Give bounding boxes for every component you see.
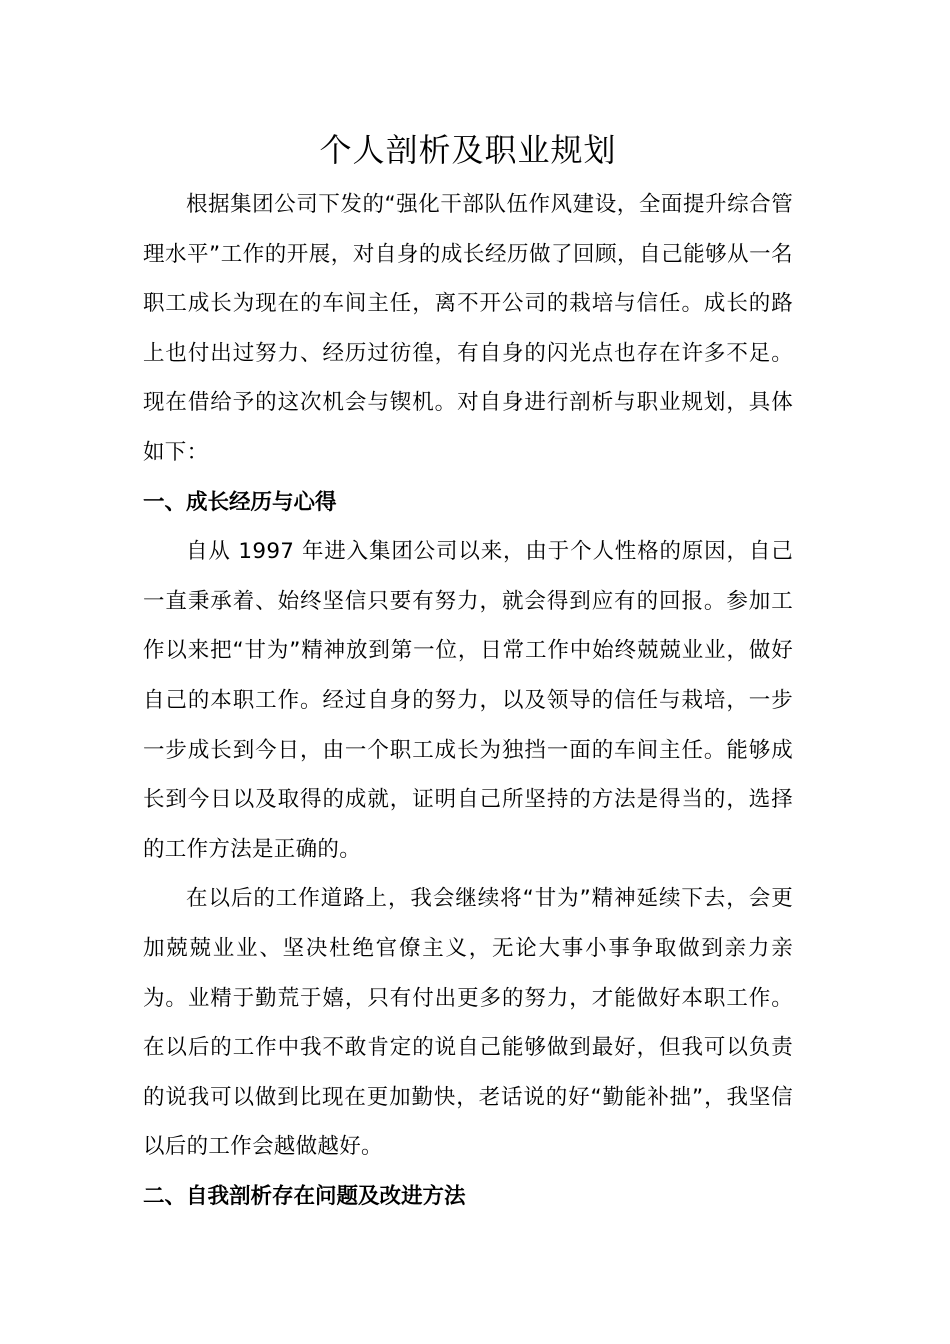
section-heading-self-analysis: 二、自我剖析存在问题及改进方法 (143, 1183, 466, 1209)
document-body (143, 120, 793, 1221)
section-heading-growth: 一、成长经历与心得 (143, 489, 337, 515)
intro-paragraph: 根据集团公司下发的“强化干部队伍作风建设，全面提升综合管理水平”工作的开展，对自身的成长经历做了回顾，自己能够从一名职工成长为现在的车间主任，离不开公司的栽培与信任。成长的路上也付出过努力、经历过彷徨，有自身的闪光点也存在许多不足。现在借给予的这次机会与锲机。对自身进行剖析与职业规划，具体如下： (143, 192, 793, 465)
growth-paragraph-1: 自从 1997 年进入集团公司以来，由于个人性格的原因，自己一直秉承着、始终坚信只要有努力，就会得到应有的回报。参加工作以来把“甘为”精神放到第一位，日常工作中始终兢兢业业，做好自己的本职工作。经过自身的努力，以及领导的信任与栽培，一步一步成长到今日，由一个职工成长为独挡一面的车间主任。能够成长到今日以及取得的成就，证明自己所坚持的方法是得当的，选择的工作方法是正确的。 (143, 539, 793, 862)
document-title: 个人剖析及职业规划 (319, 131, 617, 169)
growth-paragraph-2: 在以后的工作道路上，我会继续将“甘为”精神延续下去，会更加兢兢业业、坚决杜绝官僚主义，无论大事小事争取做到亲力亲为。业精于勤荒于嬉，只有付出更多的努力，才能做好本职工作。在以后的工作中我不敢肯定的说自己能够做到最好，但我可以负责的说我可以做到比现在更加勤快，老话说的好“勤能补拙”，我坚信以后的工作会越做越好。 (143, 886, 793, 1160)
